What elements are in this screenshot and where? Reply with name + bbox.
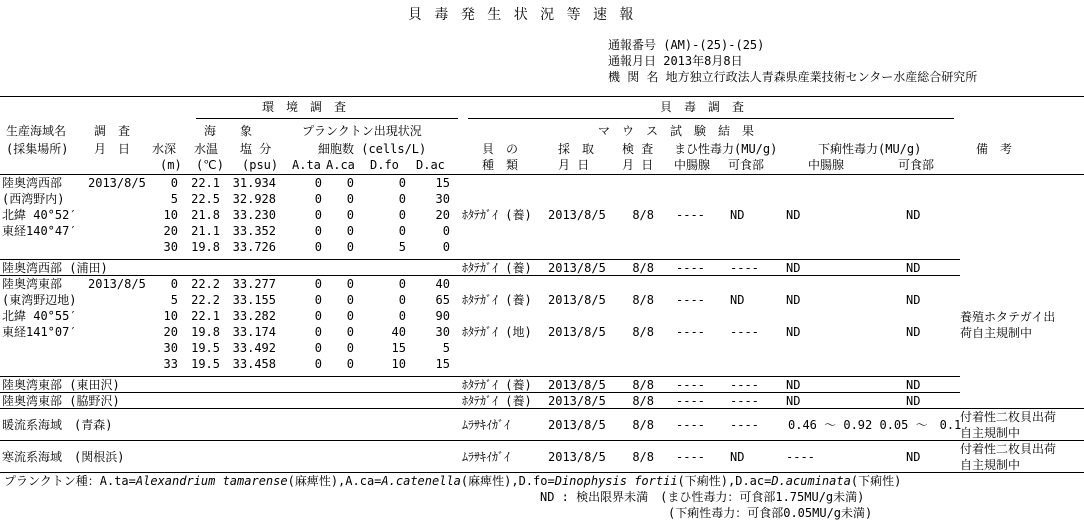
cell-area: 陸奥湾西部 xyxy=(2,176,63,190)
cell-pedi: ---- xyxy=(730,261,759,275)
cell-sdate: 2013/8/5 xyxy=(548,418,606,432)
cell-dgut: ND xyxy=(786,325,801,339)
cell-pgut: ---- xyxy=(676,261,705,275)
cell-idate: 8/8 xyxy=(632,418,654,432)
col-temp: 水温 xyxy=(194,142,219,156)
cell-depth: 5 xyxy=(170,293,178,307)
cell-dedi: ND xyxy=(906,261,921,275)
cell-pgut: ---- xyxy=(676,378,705,392)
col-plankton: プランクトン出現状況 xyxy=(302,124,422,138)
col-aca: A.ca xyxy=(326,158,355,172)
cell-ata: 0 xyxy=(314,224,322,238)
cell-pedi: ND xyxy=(730,293,745,307)
col-dsp-gut: 中腸腺 xyxy=(808,158,845,172)
cell-sal: 33.492 xyxy=(232,341,276,355)
cell-idate: 8/8 xyxy=(632,394,654,408)
aca-type: (麻痺性),D.fo= xyxy=(460,474,555,488)
cell-sal: 33.174 xyxy=(232,325,276,339)
col-date: 調 査 xyxy=(94,124,131,138)
cell-temp: 22.1 xyxy=(191,309,220,323)
footer-plankton-line xyxy=(4,474,901,488)
cell-aca: 0 xyxy=(346,208,354,222)
cell-sal: 33.230 xyxy=(232,208,276,222)
remark-cold-1: 付着性二枚貝出荷 xyxy=(960,442,1057,456)
cell-pedi: ---- xyxy=(730,378,759,392)
cell-ata: 0 xyxy=(314,192,322,206)
cell-area: (東湾野辺地) xyxy=(2,293,77,307)
footer-nd-note2: (下痢性毒力：可食部0.05MU/g未満) xyxy=(668,506,873,520)
cell-sdate: 2013/8/5 xyxy=(548,394,606,408)
rule-bottom xyxy=(0,472,1084,473)
col-sample-sub: 月 日 xyxy=(558,158,590,172)
cell-area: 北緯 40°55′ xyxy=(2,309,77,323)
cell-depth: 0 xyxy=(170,176,178,190)
cell-depth: 0 xyxy=(170,277,178,291)
cell-pgut: ---- xyxy=(676,450,705,464)
cell-idate: 8/8 xyxy=(632,293,654,307)
cell-depth: 20 xyxy=(163,325,178,339)
cell-sdate: 2013/8/5 xyxy=(548,378,606,392)
cell-depth: 5 xyxy=(170,192,178,206)
cell-area: 東経141°07′ xyxy=(2,325,77,339)
cell-temp: 21.1 xyxy=(191,224,220,238)
cell-depth: 30 xyxy=(163,240,178,254)
cell-sdate: 2013/8/5 xyxy=(548,325,606,339)
cell-aca: 0 xyxy=(346,224,354,238)
cell-depth: 20 xyxy=(163,224,178,238)
col-area-sub: (採集場所) xyxy=(6,142,69,156)
cell-dfo: 15 xyxy=(391,341,406,355)
col-sample: 採 取 xyxy=(558,142,595,156)
col-depth: 水深 xyxy=(152,142,177,156)
col-psp: まひ性毒力(MU/g) xyxy=(674,142,778,156)
cell-dac: 30 xyxy=(435,325,450,339)
cell-area: 東経140°47′ xyxy=(2,224,77,238)
document-title: 貝 毒 発 生 状 況 等 速 報 xyxy=(408,7,636,23)
dfo-type: (下痢性),D.ac= xyxy=(677,474,772,488)
col-dac: D.ac xyxy=(416,158,445,172)
cell-dfo: 0 xyxy=(398,293,406,307)
cell-depth: 10 xyxy=(163,208,178,222)
cell-area: 寒流系海域 (関根浜) xyxy=(2,450,125,464)
cell-aca: 0 xyxy=(346,325,354,339)
cell-ata: 0 xyxy=(314,208,322,222)
cell-sal: 33.155 xyxy=(232,293,276,307)
col-shell-sub: 種 類 xyxy=(482,158,519,172)
cell-dac: 30 xyxy=(435,192,450,206)
cell-dac: 15 xyxy=(435,176,450,190)
cell-pgut: ---- xyxy=(676,418,705,432)
cell-temp: 22.5 xyxy=(191,192,220,206)
cell-sal: 33.726 xyxy=(232,240,276,254)
dfo-name: Dinophysis fortii xyxy=(554,474,678,488)
cell-area: 陸奥湾東部 (東田沢) xyxy=(2,378,120,392)
cell-dedi: ND xyxy=(906,450,921,464)
cell-aca: 0 xyxy=(346,176,354,190)
col-dsp: 下痢性毒力(MU/g) xyxy=(818,142,922,156)
ata-name: Alexandrium tamarense xyxy=(135,474,288,488)
col-psp-gut: 中腸腺 xyxy=(674,158,711,172)
toxin-survey-header: 貝 毒 調 査 xyxy=(660,100,745,114)
plankton-label: プランクトン種：A.ta= xyxy=(4,474,136,488)
cell-area: (西湾野内) xyxy=(2,192,65,206)
col-cells: 細胞数 (cells/L) xyxy=(318,142,427,156)
cell-ata: 0 xyxy=(314,176,322,190)
ata-type: (麻痺性),A.ca= xyxy=(287,474,382,488)
cell-dac: 0 xyxy=(442,224,450,238)
cell-shell: ﾎﾀﾃｶﾞｲ (養) xyxy=(462,394,532,408)
cell-dfo: 0 xyxy=(398,208,406,222)
cell-idate: 8/8 xyxy=(632,378,654,392)
remark-east-2: 荷自主規制中 xyxy=(960,326,1033,340)
col-mouse: マ ウ ス 試 験 結 果 xyxy=(598,124,755,138)
cell-dedi: ND xyxy=(906,208,921,222)
rule-header-bottom xyxy=(0,174,1084,175)
rule-tox xyxy=(468,118,954,119)
cell-dgut: 0.46 ～ 0.92 0.05 ～ 0.1 xyxy=(788,418,962,432)
cell-area: 暖流系海域 (青森) xyxy=(2,418,113,432)
cell-temp: 19.8 xyxy=(191,325,220,339)
cell-dac: 0 xyxy=(442,240,450,254)
cell-dgut: ND xyxy=(786,394,801,408)
cell-dedi: ND xyxy=(906,325,921,339)
cell-dfo: 0 xyxy=(398,176,406,190)
rule-5 xyxy=(0,408,1084,409)
cell-dfo: 40 xyxy=(391,325,406,339)
cell-ata: 0 xyxy=(314,325,322,339)
dac-type: (下痢性) xyxy=(850,474,902,488)
cell-shell: ﾑﾗｻｷｲｶﾞｲ xyxy=(462,418,511,432)
cell-ata: 0 xyxy=(314,277,322,291)
cell-idate: 8/8 xyxy=(632,450,654,464)
cell-ata: 0 xyxy=(314,240,322,254)
cell-idate: 8/8 xyxy=(632,261,654,275)
cell-ata: 0 xyxy=(314,293,322,307)
cell-dac: 65 xyxy=(435,293,450,307)
aca-name: A.catenella xyxy=(381,474,461,488)
cell-pedi: ---- xyxy=(730,394,759,408)
remark-east-1: 養殖ホタテガイ出 xyxy=(960,310,1056,324)
col-inspect: 検 査 xyxy=(622,142,654,156)
rule-4 xyxy=(0,392,960,393)
cell-aca: 0 xyxy=(346,192,354,206)
cell-dfo: 5 xyxy=(398,240,406,254)
cell-shell: ﾎﾀﾃｶﾞｲ (養) xyxy=(462,261,532,275)
rule-env xyxy=(196,118,458,119)
cell-pedi: ND xyxy=(730,450,745,464)
cell-idate: 8/8 xyxy=(632,325,654,339)
cell-pedi: ---- xyxy=(730,325,759,339)
cell-idate: 8/8 xyxy=(632,208,654,222)
col-sal-unit: (psu) xyxy=(242,158,279,172)
cell-sdate: 2013/8/5 xyxy=(548,293,606,307)
cell-date: 2013/8/5 xyxy=(88,176,146,190)
rule-top xyxy=(0,96,1084,97)
cell-shell: ﾎﾀﾃｶﾞｲ (地) xyxy=(462,325,532,339)
cell-ata: 0 xyxy=(314,309,322,323)
cell-area: 陸奥湾東部 (脇野沢) xyxy=(2,394,120,408)
cell-depth: 33 xyxy=(163,357,178,371)
cell-area: 陸奥湾西部 (浦田) xyxy=(2,261,108,275)
cell-dac: 5 xyxy=(442,341,450,355)
rule-1 xyxy=(0,259,960,260)
cell-pedi: ---- xyxy=(730,418,759,432)
cell-aca: 0 xyxy=(346,293,354,307)
col-shell: 貝 の xyxy=(482,142,519,156)
col-inspect-sub: 月 日 xyxy=(622,158,654,172)
col-dsp-edible: 可食部 xyxy=(898,158,935,172)
col-sal: 塩 分 xyxy=(240,142,272,156)
col-depth-unit: (m) xyxy=(160,158,182,172)
col-ata: A.ta xyxy=(292,158,321,172)
cell-dac: 40 xyxy=(435,277,450,291)
cell-dgut: ND xyxy=(786,261,801,275)
cell-dfo: 0 xyxy=(398,277,406,291)
cell-temp: 19.5 xyxy=(191,341,220,355)
cell-aca: 0 xyxy=(346,240,354,254)
cell-dac: 15 xyxy=(435,357,450,371)
report-number: 通報番号 (AM)-(25)-(25) xyxy=(608,38,765,52)
cell-sdate: 2013/8/5 xyxy=(548,208,606,222)
cell-temp: 21.8 xyxy=(191,208,220,222)
cell-dgut: ND xyxy=(786,378,801,392)
cell-depth: 10 xyxy=(163,309,178,323)
cell-ata: 0 xyxy=(314,357,322,371)
cell-dedi: ND xyxy=(906,378,921,392)
footer-nd-note: ND : 検出限界未満 (まひ性毒力：可食部1.75MU/g未満) xyxy=(540,490,865,504)
remark-cold-2: 自主規制中 xyxy=(960,458,1021,472)
remark-warm-2: 自主規制中 xyxy=(960,426,1021,440)
cell-pgut: ---- xyxy=(676,394,705,408)
cell-temp: 22.2 xyxy=(191,293,220,307)
rule-2 xyxy=(0,275,960,276)
cell-dfo: 0 xyxy=(398,224,406,238)
cell-dgut: ND xyxy=(786,208,801,222)
col-remarks: 備 考 xyxy=(976,142,1013,156)
cell-temp: 22.2 xyxy=(191,277,220,291)
cell-pedi: ND xyxy=(730,208,745,222)
cell-ata: 0 xyxy=(314,341,322,355)
col-area: 生産海域名 xyxy=(6,124,67,138)
cell-pgut: ---- xyxy=(676,293,705,307)
cell-dfo: 0 xyxy=(398,309,406,323)
cell-date: 2013/8/5 xyxy=(88,277,146,291)
env-survey-header: 環 境 調 査 xyxy=(262,100,347,114)
cell-aca: 0 xyxy=(346,309,354,323)
cell-shell: ﾎﾀﾃｶﾞｲ (養) xyxy=(462,378,532,392)
cell-sal: 32.928 xyxy=(232,192,276,206)
cell-sal: 33.458 xyxy=(232,357,276,371)
col-psp-edible: 可食部 xyxy=(728,158,765,172)
cell-dedi: ND xyxy=(906,394,921,408)
cell-shell: ﾑﾗｻｷｲｶﾞｲ xyxy=(462,450,511,464)
cell-area: 北緯 40°52′ xyxy=(2,208,77,222)
cell-dac: 20 xyxy=(435,208,450,222)
report-agency: 機 関 名 地方独立行政法人青森県産業技術センター水産総合研究所 xyxy=(608,70,978,84)
cell-temp: 22.1 xyxy=(191,176,220,190)
cell-aca: 0 xyxy=(346,277,354,291)
rule-3 xyxy=(0,376,960,377)
dac-name: D.acuminata xyxy=(771,474,851,488)
cell-sal: 31.934 xyxy=(232,176,276,190)
report-date: 通報月日 2013年8月8日 xyxy=(608,54,743,68)
cell-temp: 19.5 xyxy=(191,357,220,371)
cell-sdate: 2013/8/5 xyxy=(548,450,606,464)
cell-sdate: 2013/8/5 xyxy=(548,261,606,275)
cell-dac: 90 xyxy=(435,309,450,323)
cell-pgut: ---- xyxy=(676,325,705,339)
cell-pgut: ---- xyxy=(676,208,705,222)
cell-dgut: ND xyxy=(786,293,801,307)
cell-sal: 33.282 xyxy=(232,309,276,323)
col-sea: 海 象 xyxy=(204,124,253,138)
cell-shell: ﾎﾀﾃｶﾞｲ (養) xyxy=(462,208,532,222)
cell-area: 陸奥湾東部 xyxy=(2,277,63,291)
remark-warm-1: 付着性二枚貝出荷 xyxy=(960,410,1057,424)
cell-dgut: ---- xyxy=(786,450,815,464)
col-temp-unit: (℃) xyxy=(196,158,224,172)
cell-depth: 30 xyxy=(163,341,178,355)
cell-dfo: 10 xyxy=(391,357,406,371)
col-dfo: D.fo xyxy=(370,158,399,172)
cell-dedi: ND xyxy=(906,293,921,307)
cell-dfo: 0 xyxy=(398,192,406,206)
cell-temp: 19.8 xyxy=(191,240,220,254)
cell-sal: 33.277 xyxy=(232,277,276,291)
cell-aca: 0 xyxy=(346,341,354,355)
cell-sal: 33.352 xyxy=(232,224,276,238)
cell-aca: 0 xyxy=(346,357,354,371)
cell-shell: ﾎﾀﾃｶﾞｲ (養) xyxy=(462,293,532,307)
col-date-sub: 月 日 xyxy=(94,142,131,156)
rule-6 xyxy=(0,440,1084,441)
